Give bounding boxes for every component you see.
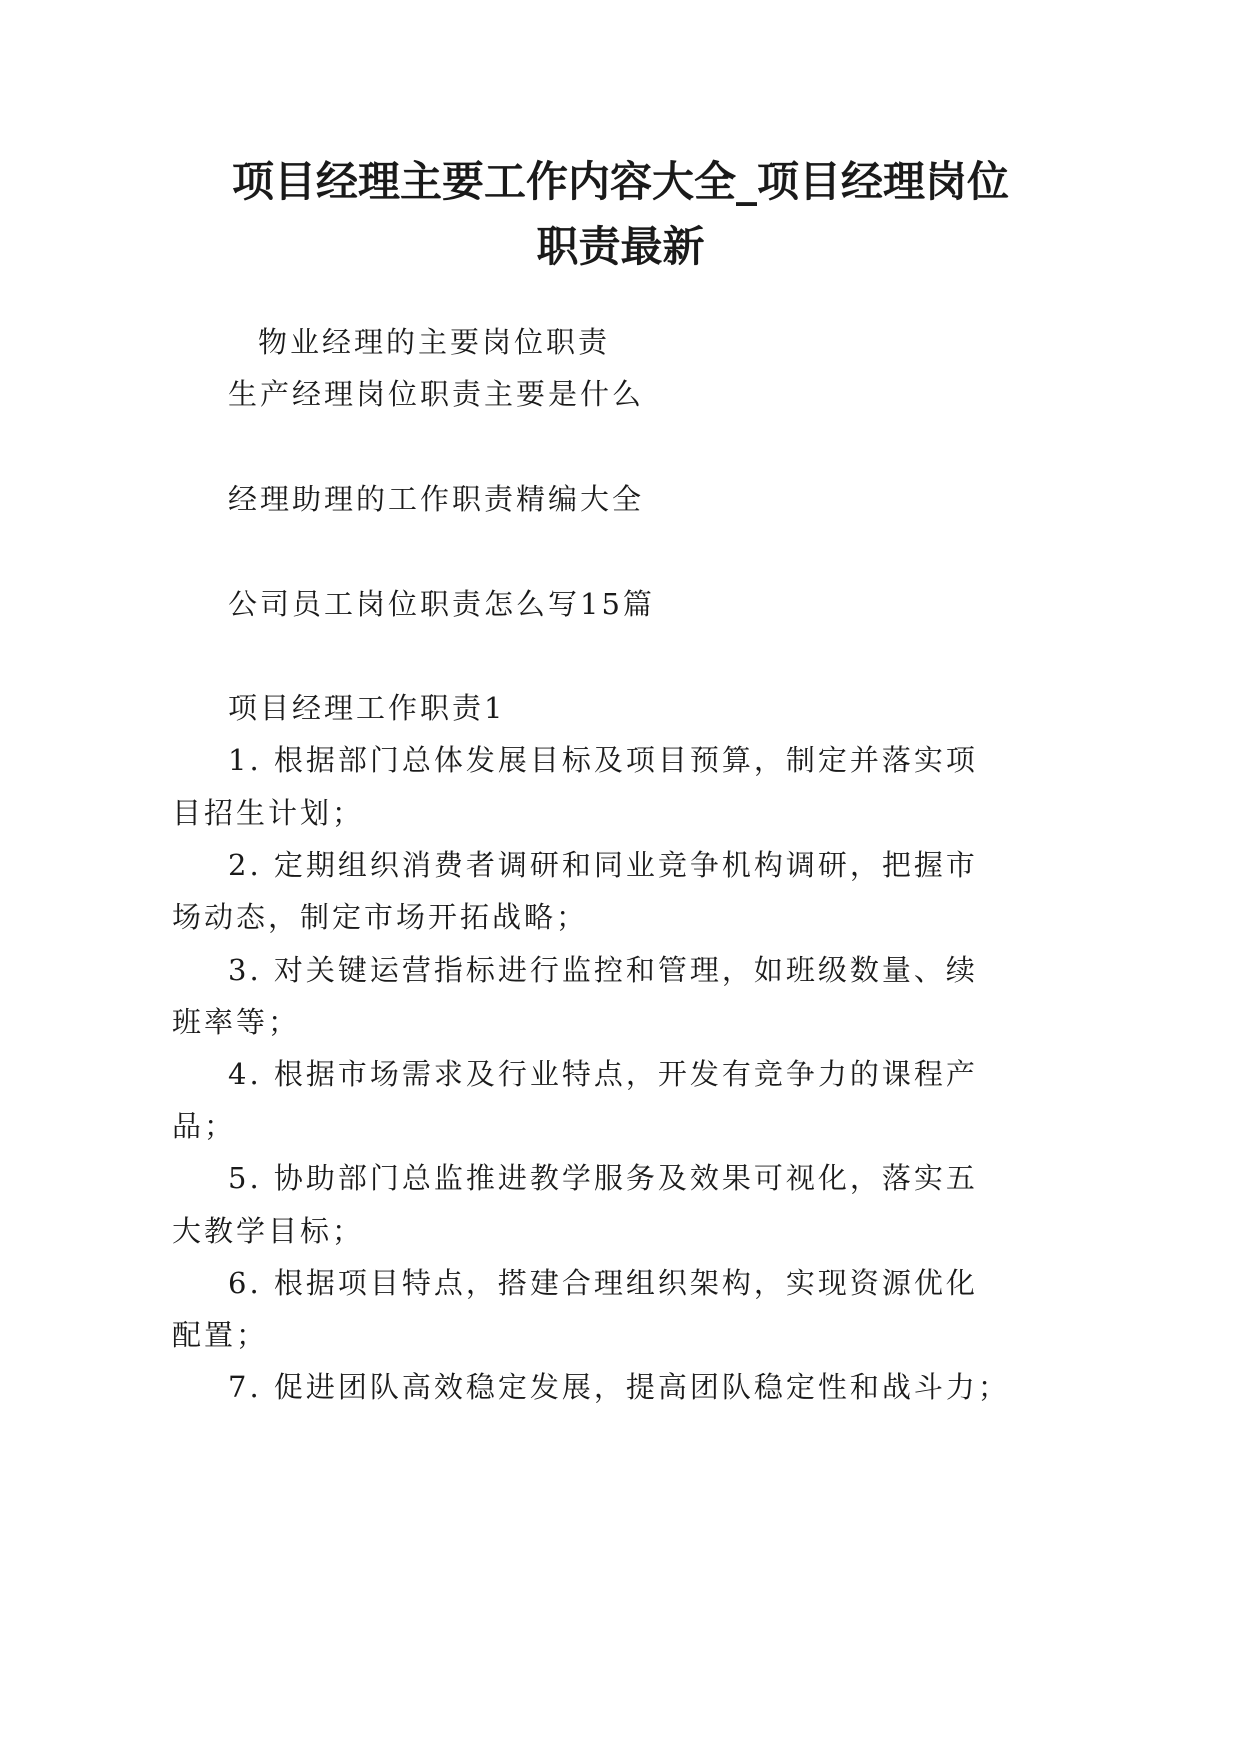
list-item-3-line-1: 3. 对关键运营指标进行监控和管理，如班级数量、续	[228, 953, 978, 987]
list-item-3-line-2: 班率等；	[172, 1005, 301, 1039]
document-title-line-1: 项目经理主要工作内容大全_项目经理岗位	[231, 157, 1009, 206]
list-item-6-line-1: 6. 根据项目特点，搭建合理组织架构，实现资源优化	[228, 1266, 978, 1300]
list-item-4-line-1: 4. 根据市场需求及行业特点，开发有竞争力的课程产	[228, 1057, 978, 1091]
related-article-1: 物业经理的主要岗位职责	[258, 325, 611, 359]
list-item-2-line-2: 场动态，制定市场开拓战略；	[172, 900, 589, 934]
related-article-2: 生产经理岗位职责主要是什么	[228, 377, 645, 411]
list-item-5-line-2: 大教学目标；	[172, 1214, 365, 1248]
list-item-5-line-1: 5. 协助部门总监推进教学服务及效果可视化，落实五	[228, 1161, 978, 1195]
list-item-7-line-1: 7. 促进团队高效稳定发展，提高团队稳定性和战斗力；	[228, 1370, 1010, 1404]
list-item-1-line-2: 目招生计划；	[172, 796, 365, 830]
list-item-2-line-1: 2. 定期组织消费者调研和同业竞争机构调研，把握市	[228, 848, 978, 882]
related-article-3: 经理助理的工作职责精编大全	[228, 482, 645, 516]
list-item-6-line-2: 配置；	[172, 1318, 269, 1352]
list-item-1-line-1: 1. 根据部门总体发展目标及项目预算，制定并落实项	[228, 743, 978, 777]
section-heading: 项目经理工作职责1	[228, 691, 506, 725]
list-item-4-line-2: 品；	[172, 1109, 237, 1143]
related-article-4: 公司员工岗位职责怎么写15篇	[228, 587, 655, 621]
document-title-line-2: 职责最新	[536, 222, 705, 271]
